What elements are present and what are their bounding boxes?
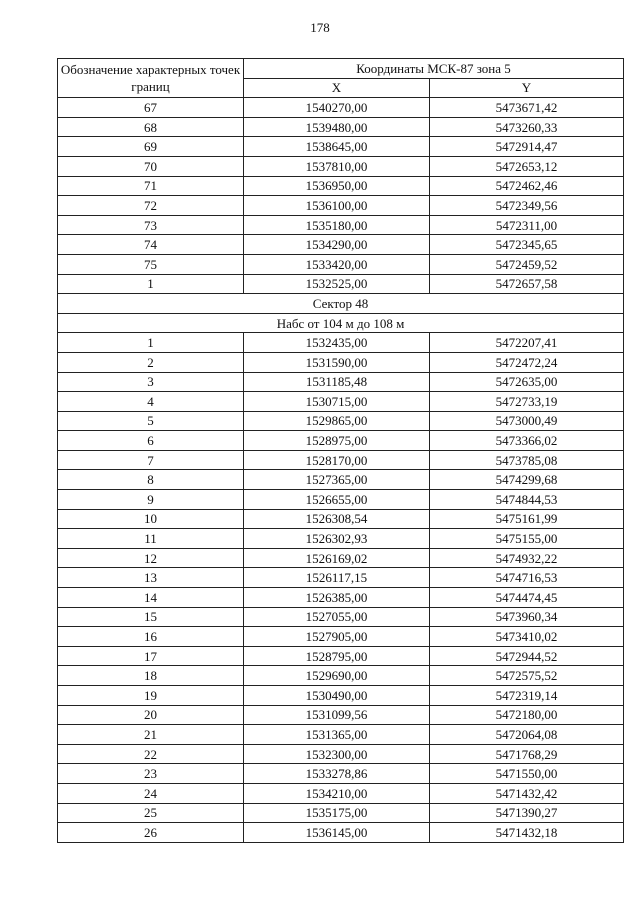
- y-cell: 5472064,08: [430, 725, 624, 745]
- x-cell: 1531365,00: [244, 725, 430, 745]
- table-row: [58, 666, 624, 686]
- y-cell: 5472349,56: [430, 196, 624, 216]
- point-number-cell: 6: [58, 431, 244, 451]
- y-cell: 5472311,00: [430, 215, 624, 235]
- table-row: [58, 490, 624, 510]
- x-cell: 1526308,54: [244, 509, 430, 529]
- table-row: [58, 117, 624, 137]
- point-number-cell: 26: [58, 823, 244, 843]
- x-cell: 1537810,00: [244, 156, 430, 176]
- table-row: [58, 196, 624, 216]
- y-cell: 5471432,42: [430, 783, 624, 803]
- x-cell: 1531099,56: [244, 705, 430, 725]
- point-number-cell: 23: [58, 764, 244, 784]
- table-row: [58, 352, 624, 372]
- table-row: [58, 176, 624, 196]
- x-cell: 1526169,02: [244, 548, 430, 568]
- y-cell: 5472180,00: [430, 705, 624, 725]
- y-cell: 5472657,58: [430, 274, 624, 294]
- x-cell: 1528170,00: [244, 450, 430, 470]
- point-number-cell: 5: [58, 411, 244, 431]
- y-cell: 5472653,12: [430, 156, 624, 176]
- table-row: [58, 450, 624, 470]
- point-number-cell: 1: [58, 333, 244, 353]
- table-row: [58, 529, 624, 549]
- coordinates-table: [57, 58, 624, 843]
- point-number-cell: 20: [58, 705, 244, 725]
- y-cell: 5472207,41: [430, 333, 624, 353]
- section-title: Сектор 48: [58, 294, 624, 314]
- table-row: [58, 431, 624, 451]
- x-cell: 1529865,00: [244, 411, 430, 431]
- table-row: [58, 509, 624, 529]
- y-cell: 5475161,99: [430, 509, 624, 529]
- table-row: [58, 372, 624, 392]
- x-cell: 1527905,00: [244, 627, 430, 647]
- point-number-cell: 8: [58, 470, 244, 490]
- header-row: [58, 59, 624, 79]
- x-cell: 1528975,00: [244, 431, 430, 451]
- table-row: [58, 764, 624, 784]
- section-subtitle-row: [58, 313, 624, 333]
- table-row: [58, 744, 624, 764]
- point-number-cell: 25: [58, 803, 244, 823]
- y-cell: 5472914,47: [430, 137, 624, 157]
- point-number-cell: 16: [58, 627, 244, 647]
- table-row: [58, 333, 624, 353]
- point-number-cell: 3: [58, 372, 244, 392]
- x-cell: 1533278,86: [244, 764, 430, 784]
- x-cell: 1534210,00: [244, 783, 430, 803]
- table-row: [58, 568, 624, 588]
- table-row: [58, 254, 624, 274]
- x-cell: 1532525,00: [244, 274, 430, 294]
- table-row: [58, 607, 624, 627]
- section-subtitle: Набс от 104 м до 108 м: [58, 313, 624, 333]
- y-cell: 5473000,49: [430, 411, 624, 431]
- y-cell: 5471390,27: [430, 803, 624, 823]
- point-number-cell: 69: [58, 137, 244, 157]
- x-cell: 1535175,00: [244, 803, 430, 823]
- table-row: [58, 705, 624, 725]
- y-cell: 5474474,45: [430, 588, 624, 608]
- y-cell: 5471432,18: [430, 823, 624, 843]
- x-cell: 1532435,00: [244, 333, 430, 353]
- table-row: [58, 156, 624, 176]
- point-number-cell: 24: [58, 783, 244, 803]
- table-row: [58, 548, 624, 568]
- y-cell: 5472575,52: [430, 666, 624, 686]
- table-row: [58, 627, 624, 647]
- y-cell: 5472944,52: [430, 646, 624, 666]
- y-cell: 5471768,29: [430, 744, 624, 764]
- y-cell: 5472733,19: [430, 392, 624, 412]
- x-cell: 1530490,00: [244, 686, 430, 706]
- y-cell: 5472462,46: [430, 176, 624, 196]
- y-cell: 5474299,68: [430, 470, 624, 490]
- y-cell: 5472459,52: [430, 254, 624, 274]
- section-title-row: [58, 294, 624, 314]
- point-number-cell: 1: [58, 274, 244, 294]
- x-header: X: [244, 78, 430, 98]
- x-cell: 1536950,00: [244, 176, 430, 196]
- point-number-cell: 7: [58, 450, 244, 470]
- table-row: [58, 783, 624, 803]
- table-row: [58, 411, 624, 431]
- point-number-cell: 13: [58, 568, 244, 588]
- table-row: [58, 823, 624, 843]
- table-row: [58, 215, 624, 235]
- y-cell: 5473785,08: [430, 450, 624, 470]
- point-number-cell: 9: [58, 490, 244, 510]
- x-cell: 1526117,15: [244, 568, 430, 588]
- x-cell: 1526302,93: [244, 529, 430, 549]
- y-cell: 5472472,24: [430, 352, 624, 372]
- x-cell: 1529690,00: [244, 666, 430, 686]
- point-number-cell: 10: [58, 509, 244, 529]
- x-cell: 1531185,48: [244, 372, 430, 392]
- table-row: [58, 98, 624, 118]
- point-number-cell: 19: [58, 686, 244, 706]
- y-cell: 5474932,22: [430, 548, 624, 568]
- y-cell: 5472345,65: [430, 235, 624, 255]
- y-cell: 5473366,02: [430, 431, 624, 451]
- point-number-cell: 18: [58, 666, 244, 686]
- x-cell: 1528795,00: [244, 646, 430, 666]
- coords-header: Координаты МСК-87 зона 5: [244, 59, 624, 79]
- point-number-cell: 74: [58, 235, 244, 255]
- point-number-cell: 72: [58, 196, 244, 216]
- x-cell: 1539480,00: [244, 117, 430, 137]
- table-row: [58, 392, 624, 412]
- table-row: [58, 470, 624, 490]
- table-row: [58, 646, 624, 666]
- point-number-cell: 68: [58, 117, 244, 137]
- table-row: [58, 235, 624, 255]
- y-cell: 5473410,02: [430, 627, 624, 647]
- page-number: 178: [310, 20, 330, 35]
- x-cell: 1526385,00: [244, 588, 430, 608]
- table-row: [58, 137, 624, 157]
- y-cell: 5473671,42: [430, 98, 624, 118]
- x-cell: 1533420,00: [244, 254, 430, 274]
- point-number-cell: 15: [58, 607, 244, 627]
- points-header: Обозначение характерных точек границ: [58, 59, 244, 98]
- x-cell: 1526655,00: [244, 490, 430, 510]
- y-cell: 5473960,34: [430, 607, 624, 627]
- table-row: [58, 274, 624, 294]
- point-number-cell: 67: [58, 98, 244, 118]
- point-number-cell: 4: [58, 392, 244, 412]
- point-number-cell: 22: [58, 744, 244, 764]
- table-row: [58, 803, 624, 823]
- y-cell: 5472319,14: [430, 686, 624, 706]
- y-header: Y: [430, 78, 624, 98]
- point-number-cell: 11: [58, 529, 244, 549]
- table-row: [58, 686, 624, 706]
- y-cell: 5474716,53: [430, 568, 624, 588]
- y-cell: 5474844,53: [430, 490, 624, 510]
- point-number-cell: 12: [58, 548, 244, 568]
- y-cell: 5475155,00: [430, 529, 624, 549]
- point-number-cell: 71: [58, 176, 244, 196]
- y-cell: 5473260,33: [430, 117, 624, 137]
- y-cell: 5472635,00: [430, 372, 624, 392]
- point-number-cell: 73: [58, 215, 244, 235]
- point-number-cell: 17: [58, 646, 244, 666]
- table-row: [58, 725, 624, 745]
- y-cell: 5471550,00: [430, 764, 624, 784]
- table-row: [58, 588, 624, 608]
- x-cell: 1540270,00: [244, 98, 430, 118]
- x-cell: 1534290,00: [244, 235, 430, 255]
- point-number-cell: 14: [58, 588, 244, 608]
- x-cell: 1536145,00: [244, 823, 430, 843]
- point-number-cell: 2: [58, 352, 244, 372]
- point-number-cell: 75: [58, 254, 244, 274]
- x-cell: 1532300,00: [244, 744, 430, 764]
- x-cell: 1527365,00: [244, 470, 430, 490]
- x-cell: 1527055,00: [244, 607, 430, 627]
- x-cell: 1535180,00: [244, 215, 430, 235]
- x-cell: 1538645,00: [244, 137, 430, 157]
- x-cell: 1531590,00: [244, 352, 430, 372]
- x-cell: 1530715,00: [244, 392, 430, 412]
- point-number-cell: 70: [58, 156, 244, 176]
- x-cell: 1536100,00: [244, 196, 430, 216]
- point-number-cell: 21: [58, 725, 244, 745]
